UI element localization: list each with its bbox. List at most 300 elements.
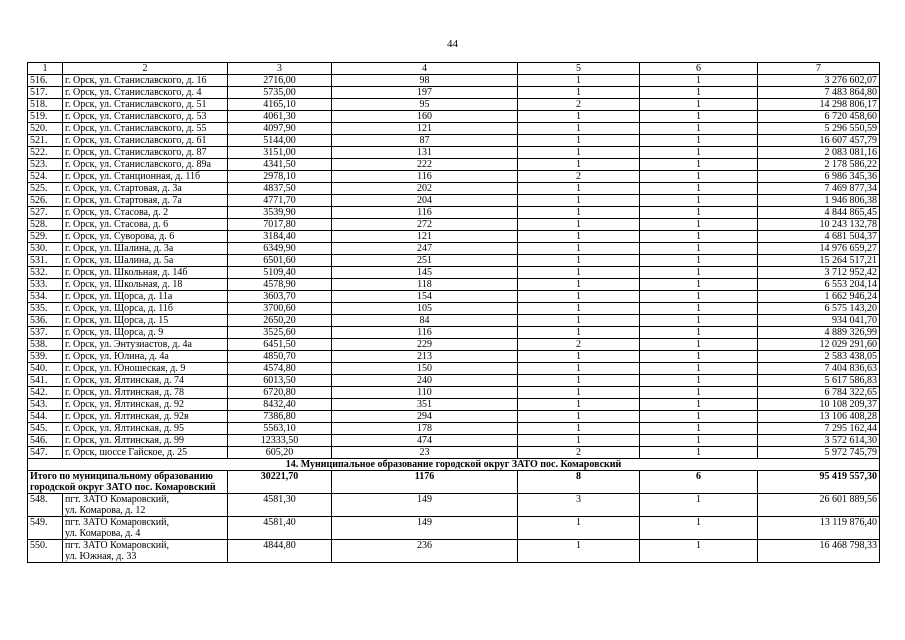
col5: 2 xyxy=(518,447,640,459)
residents: 197 xyxy=(332,87,518,99)
table-row xyxy=(28,399,880,411)
total-residents: 1176 xyxy=(332,471,518,494)
total-col5: 8 xyxy=(518,471,640,494)
col5: 1 xyxy=(518,219,640,231)
col6: 1 xyxy=(640,195,758,207)
row-number: 520. xyxy=(28,123,63,135)
col6: 1 xyxy=(640,267,758,279)
area: 7017,80 xyxy=(228,219,332,231)
cost: 5 617 586,83 xyxy=(758,375,880,387)
address: г. Орск, ул. Станиславского, д. 89а xyxy=(63,159,228,171)
address: г. Орск, ул. Ялтинская, д. 92в xyxy=(63,411,228,423)
col6: 1 xyxy=(640,135,758,147)
area: 5109,40 xyxy=(228,267,332,279)
col6: 1 xyxy=(640,111,758,123)
col6: 1 xyxy=(640,159,758,171)
cost: 1 946 806,38 xyxy=(758,195,880,207)
col5: 1 xyxy=(518,540,640,563)
address: г. Орск, ул. Станиславского, д. 16 xyxy=(63,75,228,87)
cost: 3 712 952,42 xyxy=(758,267,880,279)
col5: 2 xyxy=(518,171,640,183)
row-number: 537. xyxy=(28,327,63,339)
total-area: 30221,70 xyxy=(228,471,332,494)
address: г. Орск, ул. Юношеская, д. 9 xyxy=(63,363,228,375)
cost: 6 553 204,14 xyxy=(758,279,880,291)
cost: 1 662 946,24 xyxy=(758,291,880,303)
address: г. Орск, ул. Ялтинская, д. 99 xyxy=(63,435,228,447)
row-number: 521. xyxy=(28,135,63,147)
col6: 1 xyxy=(640,219,758,231)
residents: 247 xyxy=(332,243,518,255)
address-line2: ул. Комарова, д. 4 xyxy=(65,528,141,539)
table-row xyxy=(28,87,880,99)
area: 5563,10 xyxy=(228,423,332,435)
cost: 934 041,70 xyxy=(758,315,880,327)
address: г. Орск, ул. Станиславского, д. 87 xyxy=(63,147,228,159)
table-row xyxy=(28,123,880,135)
col5: 2 xyxy=(518,339,640,351)
address-line1: пгт. ЗАТО Комаровский, xyxy=(65,540,169,551)
address: г. Орск, шоссе Гайское, д. 25 xyxy=(63,447,228,459)
col6: 1 xyxy=(640,291,758,303)
table-row xyxy=(28,540,880,563)
cost: 7 295 162,44 xyxy=(758,423,880,435)
row-number: 548. xyxy=(28,494,63,517)
residents: 294 xyxy=(332,411,518,423)
col5: 1 xyxy=(518,399,640,411)
table-row xyxy=(28,339,880,351)
area: 4578,90 xyxy=(228,279,332,291)
col6: 1 xyxy=(640,303,758,315)
address-line2: ул. Южная, д. 33 xyxy=(65,551,137,562)
col6: 1 xyxy=(640,399,758,411)
cost: 6 986 345,36 xyxy=(758,171,880,183)
total-label-line2: городской округ ЗАТО пос. Комаровский xyxy=(30,482,216,493)
table-row xyxy=(28,315,880,327)
row-number: 541. xyxy=(28,375,63,387)
area: 4341,50 xyxy=(228,159,332,171)
area: 4581,30 xyxy=(228,494,332,517)
table-row xyxy=(28,351,880,363)
col5: 1 xyxy=(518,255,640,267)
col6: 1 xyxy=(640,279,758,291)
area: 6013,50 xyxy=(228,375,332,387)
col5: 2 xyxy=(518,99,640,111)
col5: 1 xyxy=(518,111,640,123)
residents: 251 xyxy=(332,255,518,267)
table-row xyxy=(28,183,880,195)
table-row xyxy=(28,147,880,159)
cost: 5 972 745,79 xyxy=(758,447,880,459)
residents: 116 xyxy=(332,207,518,219)
residents: 154 xyxy=(332,291,518,303)
residents: 474 xyxy=(332,435,518,447)
address-line1: пгт. ЗАТО Комаровский, xyxy=(65,517,169,528)
col6: 1 xyxy=(640,327,758,339)
address: г. Орск, ул. Щорса, д. 11б xyxy=(63,303,228,315)
col5: 1 xyxy=(518,351,640,363)
col5: 1 xyxy=(518,435,640,447)
residents: 23 xyxy=(332,447,518,459)
row-number: 519. xyxy=(28,111,63,123)
row-number: 517. xyxy=(28,87,63,99)
table-row xyxy=(28,75,880,87)
col5: 1 xyxy=(518,135,640,147)
col6: 1 xyxy=(640,423,758,435)
area: 2978,10 xyxy=(228,171,332,183)
row-number: 543. xyxy=(28,399,63,411)
table-row xyxy=(28,517,880,540)
cost: 7 483 864,80 xyxy=(758,87,880,99)
col6: 1 xyxy=(640,435,758,447)
area: 6501,60 xyxy=(228,255,332,267)
col6: 1 xyxy=(640,363,758,375)
table-row xyxy=(28,363,880,375)
residents: 84 xyxy=(332,315,518,327)
cost: 13 106 408,28 xyxy=(758,411,880,423)
col5: 1 xyxy=(518,207,640,219)
table-row xyxy=(28,243,880,255)
cost: 13 119 876,40 xyxy=(758,517,880,540)
residents: 121 xyxy=(332,123,518,135)
table-row xyxy=(28,135,880,147)
total-label xyxy=(28,471,228,494)
residents: 98 xyxy=(332,75,518,87)
col6: 1 xyxy=(640,315,758,327)
residents: 116 xyxy=(332,327,518,339)
address: г. Орск, ул. Школьная, д. 18 xyxy=(63,279,228,291)
residents: 178 xyxy=(332,423,518,435)
col6: 1 xyxy=(640,387,758,399)
col5: 1 xyxy=(518,291,640,303)
row-number: 550. xyxy=(28,540,63,563)
table-row xyxy=(28,195,880,207)
area: 3525,60 xyxy=(228,327,332,339)
table-row xyxy=(28,494,880,517)
row-number: 544. xyxy=(28,411,63,423)
cost: 4 889 326,99 xyxy=(758,327,880,339)
area: 4850,70 xyxy=(228,351,332,363)
cost: 2 583 438,05 xyxy=(758,351,880,363)
area: 8432,40 xyxy=(228,399,332,411)
address: г. Орск, ул. Стасова, д. 2 xyxy=(63,207,228,219)
col5: 1 xyxy=(518,279,640,291)
area: 4061,30 xyxy=(228,111,332,123)
table-row xyxy=(28,231,880,243)
cost: 3 572 614,30 xyxy=(758,435,880,447)
row-number: 539. xyxy=(28,351,63,363)
row-number: 529. xyxy=(28,231,63,243)
cost: 2 178 586,22 xyxy=(758,159,880,171)
cost: 16 468 798,33 xyxy=(758,540,880,563)
column-number-row xyxy=(28,63,880,75)
cost: 3 276 602,07 xyxy=(758,75,880,87)
area: 4581,40 xyxy=(228,517,332,540)
col5: 3 xyxy=(518,494,640,517)
total-cost: 95 419 557,30 xyxy=(758,471,880,494)
col6: 1 xyxy=(640,351,758,363)
cost: 6 784 322,65 xyxy=(758,387,880,399)
area: 6349,90 xyxy=(228,243,332,255)
table-row xyxy=(28,387,880,399)
table-row xyxy=(28,327,880,339)
address: г. Орск, ул. Щорса, д. 15 xyxy=(63,315,228,327)
address: г. Орск, ул. Школьная, д. 14б xyxy=(63,267,228,279)
cost: 12 029 291,60 xyxy=(758,339,880,351)
residents: 222 xyxy=(332,159,518,171)
col5: 1 xyxy=(518,267,640,279)
column-number: 2 xyxy=(63,63,228,75)
residents: 213 xyxy=(332,351,518,363)
area: 4574,80 xyxy=(228,363,332,375)
residents: 110 xyxy=(332,387,518,399)
residents: 118 xyxy=(332,279,518,291)
table-row xyxy=(28,267,880,279)
row-number: 525. xyxy=(28,183,63,195)
area: 3184,40 xyxy=(228,231,332,243)
col5: 1 xyxy=(518,195,640,207)
residents: 95 xyxy=(332,99,518,111)
col6: 1 xyxy=(640,411,758,423)
area: 605,20 xyxy=(228,447,332,459)
cost: 6 720 458,60 xyxy=(758,111,880,123)
address-line2: ул. Комарова, д. 12 xyxy=(65,505,146,516)
area: 3539,90 xyxy=(228,207,332,219)
row-number: 549. xyxy=(28,517,63,540)
row-number: 538. xyxy=(28,339,63,351)
col5: 1 xyxy=(518,387,640,399)
residents: 150 xyxy=(332,363,518,375)
col5: 1 xyxy=(518,87,640,99)
col5: 1 xyxy=(518,147,640,159)
table-row xyxy=(28,219,880,231)
cost: 14 976 659,27 xyxy=(758,243,880,255)
row-number: 526. xyxy=(28,195,63,207)
col5: 1 xyxy=(518,327,640,339)
col5: 1 xyxy=(518,517,640,540)
row-number: 518. xyxy=(28,99,63,111)
address: г. Орск, ул. Станиславского, д. 53 xyxy=(63,111,228,123)
col6: 1 xyxy=(640,375,758,387)
col6: 1 xyxy=(640,87,758,99)
residents: 229 xyxy=(332,339,518,351)
cost: 16 607 457,79 xyxy=(758,135,880,147)
residents: 240 xyxy=(332,375,518,387)
residents: 87 xyxy=(332,135,518,147)
residents: 145 xyxy=(332,267,518,279)
col6: 1 xyxy=(640,339,758,351)
row-number: 523. xyxy=(28,159,63,171)
table-row xyxy=(28,255,880,267)
table-row xyxy=(28,99,880,111)
address xyxy=(63,540,228,563)
row-number: 536. xyxy=(28,315,63,327)
address: г. Орск, ул. Станционная, д. 11б xyxy=(63,171,228,183)
row-number: 516. xyxy=(28,75,63,87)
area: 4844,80 xyxy=(228,540,332,563)
col6: 1 xyxy=(640,171,758,183)
area: 3151,00 xyxy=(228,147,332,159)
col5: 1 xyxy=(518,159,640,171)
row-number: 540. xyxy=(28,363,63,375)
total-label-line1: Итого по муниципальному образованию xyxy=(30,471,213,482)
row-number: 527. xyxy=(28,207,63,219)
row-number: 545. xyxy=(28,423,63,435)
address: г. Орск, ул. Шалина, д. 5а xyxy=(63,255,228,267)
table-row xyxy=(28,159,880,171)
section-title: 14. Муниципальное образование городской округ ЗАТО пос. Комаровский xyxy=(28,459,880,471)
row-number: 535. xyxy=(28,303,63,315)
col6: 1 xyxy=(640,540,758,563)
cost: 15 264 517,21 xyxy=(758,255,880,267)
residents: 272 xyxy=(332,219,518,231)
address-line1: пгт. ЗАТО Комаровский, xyxy=(65,494,169,505)
table-row xyxy=(28,375,880,387)
row-number: 531. xyxy=(28,255,63,267)
address: г. Орск, ул. Стартовая, д. 3а xyxy=(63,183,228,195)
table-row xyxy=(28,303,880,315)
row-number: 524. xyxy=(28,171,63,183)
col5: 1 xyxy=(518,423,640,435)
col6: 1 xyxy=(640,231,758,243)
row-number: 542. xyxy=(28,387,63,399)
address: г. Орск, ул. Щорса, д. 9 xyxy=(63,327,228,339)
column-number: 3 xyxy=(228,63,332,75)
cost: 5 296 550,59 xyxy=(758,123,880,135)
page-number: 44 xyxy=(447,38,458,50)
area: 4837,50 xyxy=(228,183,332,195)
area: 4165,10 xyxy=(228,99,332,111)
column-number: 6 xyxy=(640,63,758,75)
table-row xyxy=(28,279,880,291)
col5: 1 xyxy=(518,315,640,327)
col6: 1 xyxy=(640,447,758,459)
col6: 1 xyxy=(640,207,758,219)
table-row xyxy=(28,447,880,459)
table-row xyxy=(28,291,880,303)
table-row xyxy=(28,411,880,423)
column-number: 5 xyxy=(518,63,640,75)
address: г. Орск, ул. Ялтинская, д. 92 xyxy=(63,399,228,411)
col6: 1 xyxy=(640,494,758,517)
area: 3700,60 xyxy=(228,303,332,315)
residents: 105 xyxy=(332,303,518,315)
row-number: 547. xyxy=(28,447,63,459)
area: 7386,80 xyxy=(228,411,332,423)
col6: 1 xyxy=(640,183,758,195)
column-number: 7 xyxy=(758,63,880,75)
residents: 149 xyxy=(332,494,518,517)
residents: 131 xyxy=(332,147,518,159)
residents: 116 xyxy=(332,171,518,183)
address: г. Орск, ул. Щорса, д. 11а xyxy=(63,291,228,303)
cost: 14 298 806,17 xyxy=(758,99,880,111)
address: г. Орск, ул. Ялтинская, д. 74 xyxy=(63,375,228,387)
residents: 236 xyxy=(332,540,518,563)
area: 4097,90 xyxy=(228,123,332,135)
col6: 1 xyxy=(640,517,758,540)
table-row xyxy=(28,423,880,435)
area: 2716,00 xyxy=(228,75,332,87)
col5: 1 xyxy=(518,183,640,195)
address: г. Орск, ул. Стасова, д. 6 xyxy=(63,219,228,231)
column-number: 4 xyxy=(332,63,518,75)
row-number: 546. xyxy=(28,435,63,447)
row-number: 533. xyxy=(28,279,63,291)
residents: 160 xyxy=(332,111,518,123)
column-number: 1 xyxy=(28,63,63,75)
cost: 10 108 209,37 xyxy=(758,399,880,411)
cost: 10 243 132,78 xyxy=(758,219,880,231)
address: г. Орск, ул. Ялтинская, д. 78 xyxy=(63,387,228,399)
total-row xyxy=(28,471,880,494)
address: г. Орск, ул. Станиславского, д. 61 xyxy=(63,135,228,147)
table-row xyxy=(28,435,880,447)
register-table xyxy=(27,62,880,563)
col6: 1 xyxy=(640,123,758,135)
row-number: 534. xyxy=(28,291,63,303)
col5: 1 xyxy=(518,243,640,255)
col5: 1 xyxy=(518,363,640,375)
col6: 1 xyxy=(640,147,758,159)
address: г. Орск, ул. Станиславского, д. 4 xyxy=(63,87,228,99)
cost: 4 844 865,45 xyxy=(758,207,880,219)
address: г. Орск, ул. Суворова, д. 6 xyxy=(63,231,228,243)
residents: 202 xyxy=(332,183,518,195)
col6: 1 xyxy=(640,75,758,87)
row-number: 522. xyxy=(28,147,63,159)
col5: 1 xyxy=(518,375,640,387)
residents: 351 xyxy=(332,399,518,411)
address: г. Орск, ул. Ялтинская, д. 95 xyxy=(63,423,228,435)
col5: 1 xyxy=(518,411,640,423)
col5: 1 xyxy=(518,303,640,315)
residents: 204 xyxy=(332,195,518,207)
address: г. Орск, ул. Станиславского, д. 51 xyxy=(63,99,228,111)
cost: 4 681 504,37 xyxy=(758,231,880,243)
address: г. Орск, ул. Юлина, д. 4а xyxy=(63,351,228,363)
address: г. Орск, ул. Шалина, д. 3а xyxy=(63,243,228,255)
address: г. Орск, ул. Стартовая, д. 7а xyxy=(63,195,228,207)
area: 5144,00 xyxy=(228,135,332,147)
total-col6: 6 xyxy=(640,471,758,494)
col6: 1 xyxy=(640,243,758,255)
area: 6720,80 xyxy=(228,387,332,399)
row-number: 530. xyxy=(28,243,63,255)
section-header-row xyxy=(28,459,880,471)
area: 4771,70 xyxy=(228,195,332,207)
cost: 2 083 081,16 xyxy=(758,147,880,159)
area: 2650,20 xyxy=(228,315,332,327)
col5: 1 xyxy=(518,231,640,243)
col5: 1 xyxy=(518,75,640,87)
address: г. Орск, ул. Станиславского, д. 55 xyxy=(63,123,228,135)
col5: 1 xyxy=(518,123,640,135)
residents: 121 xyxy=(332,231,518,243)
address: г. Орск, ул. Энтузиастов, д. 4а xyxy=(63,339,228,351)
address xyxy=(63,494,228,517)
table-row xyxy=(28,207,880,219)
table-row xyxy=(28,111,880,123)
area: 6451,50 xyxy=(228,339,332,351)
cost: 26 601 889,56 xyxy=(758,494,880,517)
row-number: 532. xyxy=(28,267,63,279)
col6: 1 xyxy=(640,99,758,111)
table-row xyxy=(28,171,880,183)
cost: 7 404 836,63 xyxy=(758,363,880,375)
cost: 7 469 877,34 xyxy=(758,183,880,195)
cost: 6 575 143,20 xyxy=(758,303,880,315)
